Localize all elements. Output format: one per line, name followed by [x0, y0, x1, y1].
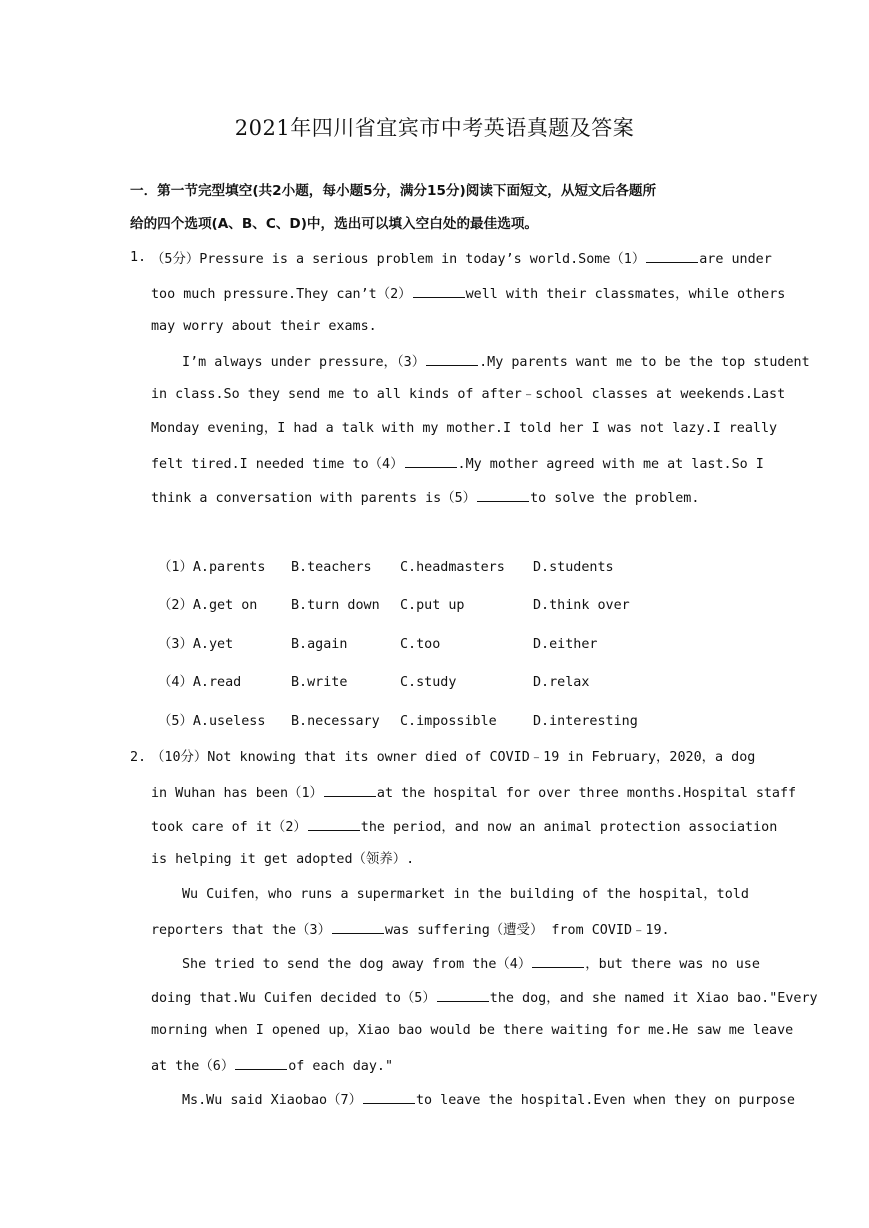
- q2-line-4: [151, 850, 737, 870]
- q1-blank-1: [646, 248, 698, 263]
- q2-line-5: [182, 885, 749, 905]
- q1-line-6: [151, 419, 778, 439]
- q1-line-3: [151, 317, 737, 337]
- q1-line-6-text: Monday evening，I had a talk with my mother.I told her I was not lazy.I really: [151, 421, 778, 436]
- q2-line-8-part-2: the dog，and she named it Xiao bao."Every: [489, 991, 818, 1006]
- q1-line-5: [151, 385, 786, 405]
- q1-line-1-part-2: are under: [699, 252, 772, 267]
- q2-line-1-text: （10分）Not knowing that its owner died of COVID﹣19 in February，2020，a dog: [151, 750, 756, 765]
- q2-line-9-text: morning when I opened up，Xiao bao would be there waiting for me.He saw me leave: [151, 1023, 794, 1038]
- q2-line-10-part-1: at the（6）: [151, 1059, 235, 1074]
- q1-line-5-text: in class.So they send me to all kinds of after﹣school classes at weekends.Last: [151, 387, 786, 402]
- q1-line-3-text: may worry about their exams.: [151, 319, 377, 334]
- q2-line-9: [151, 1021, 794, 1041]
- question-2-number: 2.: [130, 750, 147, 765]
- q2-blank-1: [324, 782, 376, 797]
- q1-line-7-part-1: felt tired.I needed time to（4）: [151, 457, 404, 472]
- q2-line-8: [151, 987, 818, 1009]
- option-a: （2）A.get on: [158, 598, 258, 613]
- option-a: （5）A.useless: [158, 714, 266, 729]
- q2-line-6-part-1: reporters that the（3）: [151, 923, 331, 938]
- q2-blank-5: [437, 987, 489, 1002]
- q1-line-8: [151, 487, 737, 509]
- q1-blank-3: [426, 351, 478, 366]
- q1-line-7-part-2: .My mother agreed with me at last.So I: [457, 457, 764, 472]
- q2-blank-7: [363, 1089, 415, 1104]
- q1-option-row-3: [158, 635, 718, 655]
- option-c: C.study: [400, 675, 457, 690]
- option-a: （1）A.parents: [158, 560, 266, 575]
- q1-line-4: [182, 351, 810, 373]
- q1-line-8-part-2: to solve the problem.: [530, 491, 700, 506]
- option-d: D.either: [533, 637, 598, 652]
- q1-blank-2: [413, 283, 465, 298]
- q1-line-4-part-1: I’m always under pressure，（3）: [182, 355, 426, 370]
- option-d: D.interesting: [533, 714, 638, 729]
- section-heading-line-2: 给的四个选项(A、B、C、D)中，选出可以填入空白处的最佳选项。: [130, 216, 539, 232]
- q2-line-2-part-2: at the hospital for over three months.Hospital staff: [376, 786, 797, 801]
- q2-line-11-part-2: to leave the hospital.Even when they on purpose: [415, 1093, 795, 1108]
- document-title: 2021年四川省宜宾市中考英语真题及答案: [234, 116, 635, 140]
- q2-line-3-part-1: took care of it（2）: [151, 820, 307, 835]
- q2-line-3-part-2: the period，and now an animal protection association: [360, 820, 778, 835]
- q2-line-10: [151, 1055, 737, 1077]
- q2-line-2-part-1: in Wuhan has been（1）: [151, 786, 323, 801]
- q1-line-2-part-1: too much pressure.They can’t（2）: [151, 287, 412, 302]
- q1-option-row-5: [158, 712, 718, 732]
- q1-line-1-part-1: （5分）Pressure is a serious problem in today’s world.Some（1）: [151, 252, 646, 267]
- q1-line-8-part-1: think a conversation with parents is（5）: [151, 491, 477, 506]
- q1-option-row-2: [158, 596, 718, 616]
- q1-line-4-part-2: .My parents want me to be the top student: [479, 355, 810, 370]
- q2-line-4-text: is helping it get adopted（领养）.: [151, 852, 415, 867]
- q2-blank-6: [235, 1055, 287, 1070]
- option-d: D.think over: [533, 598, 630, 613]
- q2-line-11-part-1: Ms.Wu said Xiaobao（7）: [182, 1093, 362, 1108]
- q1-line-7: [151, 453, 764, 475]
- option-c: C.too: [400, 637, 441, 652]
- option-a: （3）A.yet: [158, 637, 234, 652]
- q2-line-1: [151, 748, 756, 768]
- q2-line-7-part-1: She tried to send the dog away from the（4）: [182, 957, 532, 972]
- q1-line-2-part-2: well with their classmates，while others: [465, 287, 786, 302]
- option-d: D.relax: [533, 675, 590, 690]
- q2-line-8-part-1: doing that.Wu Cuifen decided to（5）: [151, 991, 436, 1006]
- q2-line-3: [151, 816, 778, 838]
- option-c: C.impossible: [400, 714, 497, 729]
- option-b: B.teachers: [291, 560, 372, 575]
- option-b: B.again: [291, 637, 348, 652]
- q1-blank-5: [477, 487, 529, 502]
- option-a: （4）A.read: [158, 675, 242, 690]
- question-1-number: 1.: [130, 250, 147, 265]
- q2-blank-4: [532, 953, 584, 968]
- q1-line-1: [151, 248, 772, 270]
- q2-line-10-part-2: of each day.": [288, 1059, 394, 1074]
- q2-line-6: [151, 919, 737, 941]
- option-b: B.necessary: [291, 714, 380, 729]
- q1-option-row-4: [158, 673, 718, 693]
- option-c: C.headmasters: [400, 560, 505, 575]
- q2-line-6-part-2: was suffering（遭受） from COVID﹣19.: [384, 923, 670, 938]
- q2-line-5-text: Wu Cuifen，who runs a supermarket in the building of the hospital，told: [182, 887, 749, 902]
- option-c: C.put up: [400, 598, 465, 613]
- q2-line-2: [151, 782, 797, 804]
- section-heading-line-1: 一．第一节完型填空(共2小题，每小题5分，满分15分)阅读下面短文，从短文后各题所: [130, 183, 657, 199]
- q2-blank-2: [308, 816, 360, 831]
- option-b: B.write: [291, 675, 348, 690]
- q1-option-row-1: [158, 558, 718, 578]
- option-b: B.turn down: [291, 598, 380, 613]
- q2-line-11: [182, 1089, 795, 1111]
- q1-line-2: [151, 283, 786, 305]
- q2-line-7: [182, 953, 760, 975]
- q2-line-7-part-2: ，but there was no use: [585, 957, 760, 972]
- q1-blank-4: [405, 453, 457, 468]
- option-d: D.students: [533, 560, 614, 575]
- q2-blank-3: [332, 919, 384, 934]
